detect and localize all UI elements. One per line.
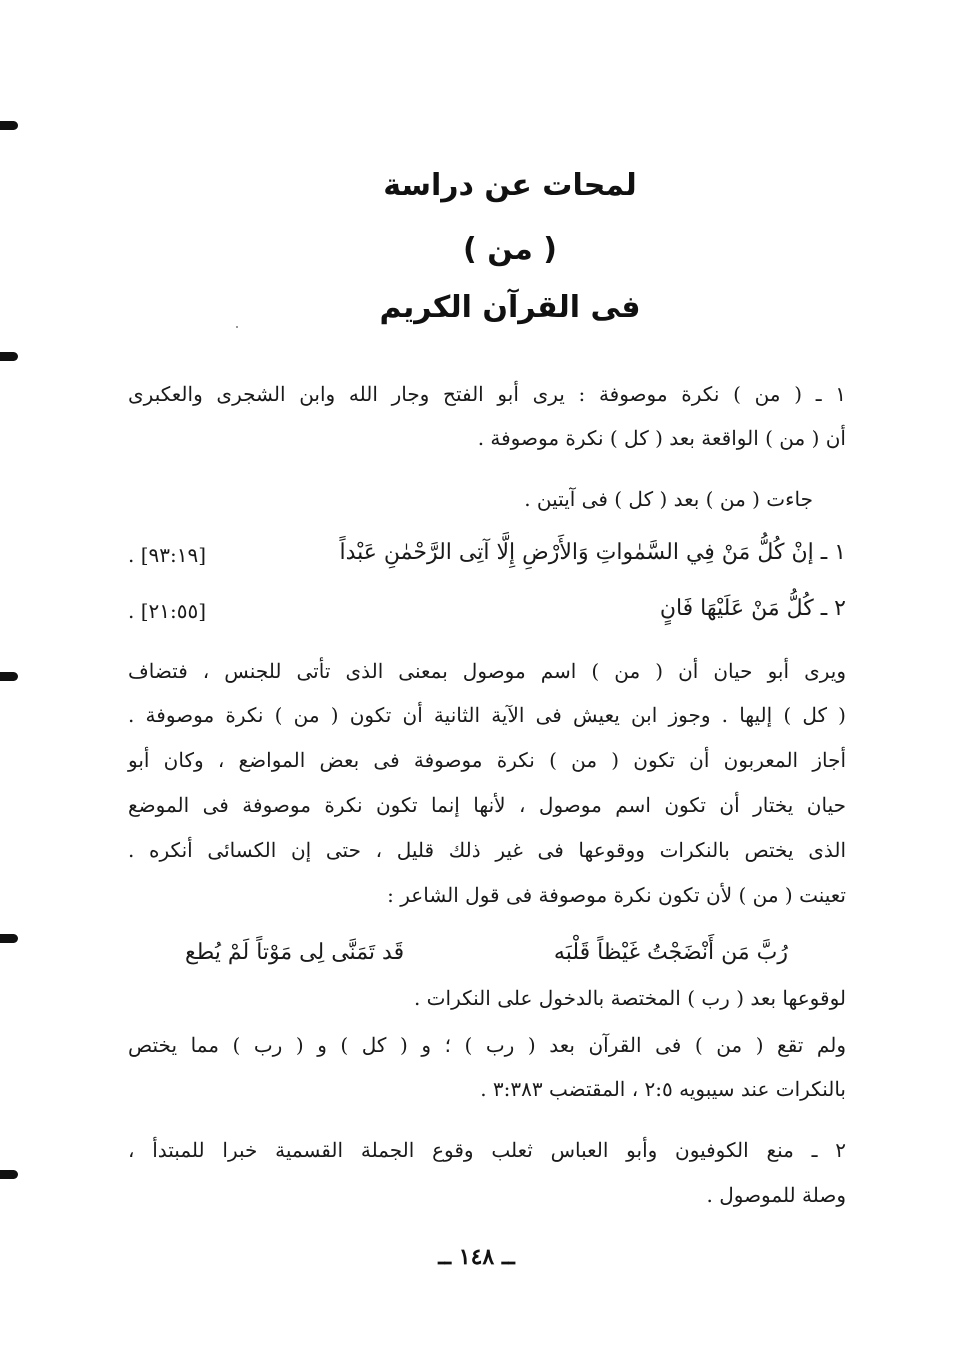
- text-line: حيان يختار أن تكون اسم موصول ، لأنها إنما تكون نكرة موصوفة فى الموضع: [128, 793, 846, 817]
- text-line: ولم تقع ( من ) فى القرآن بعد ( رب ) ؛ و ( كل ) و ( رب ) مما يختص: [128, 1033, 846, 1057]
- text-line: أجاز المعربون أن تكون ( من ) نكرة موصوفة فى بعض المواضع ، وكان أبو: [128, 748, 846, 772]
- page-title-word: ( من ): [463, 232, 557, 267]
- page-title: لمحات عن دراسة: [383, 168, 637, 203]
- quran-verse: ٢ ـ كُلُّ مَنْ عَلَيْهَا فَانٍ: [659, 596, 846, 621]
- scan-margin-mark: [0, 934, 18, 943]
- text-line: جاءت ( من ) بعد ( كل ) فى آيتين .: [524, 487, 813, 511]
- text-line: تعينت ( من ) لأن تكون نكرة موصوفة فى قول الشاعر :: [387, 883, 846, 907]
- text-line: الذى يختص بالنكرات ووقوعها فى غير ذلك قليل ، حتى إن الكسائى أنكره .: [128, 838, 846, 862]
- verse-reference: [٩٣:١٩] .: [128, 543, 207, 567]
- text-line: بالنكرات عند سيبويه ٢:٥ ، المقتضب ٣:٣٨٣ .: [480, 1077, 846, 1101]
- poem-second-hemistich: قَد تَمَنَّى لِى مَوْتاً لَمْ يُطع: [185, 940, 405, 965]
- text-line: أن ( من ) الواقعة بعد ( كل ) نكرة موصوفة .: [477, 426, 846, 450]
- scan-speck: [236, 326, 238, 328]
- text-line: ١ ـ ( من ) نكرة موصوفة : يرى أبو الفتح وجار الله وابن الشجرى والعكبرى: [128, 382, 846, 406]
- verse-reference: [٢١:٥٥] .: [128, 599, 207, 623]
- scan-margin-mark: [0, 121, 18, 130]
- text-line: وصلة للموصول .: [706, 1183, 846, 1207]
- scan-margin-mark: [0, 1170, 18, 1179]
- text-line: ويرى أبو حيان أن ( من ) اسم موصول بمعنى الذى تأتى للجنس ، فتضاف: [128, 659, 846, 683]
- text-line: ( كل ) إليها . وجوز ابن يعيش فى الآية الثانية أن تكون ( من ) نكرة موصوفة .: [128, 703, 846, 727]
- text-line: لوقوعها بعد ( رب ) المختصة بالدخول على النكرات .: [413, 986, 846, 1010]
- page-number: ــ ١٤٨ ــ: [438, 1244, 515, 1270]
- quran-verse: ١ ـ إنْ كُلُّ مَنْ فِي السَّمٰواتِ وَالأَرْضِ إِلَّا آتِى الرَّحْمٰنِ عَبْداً: [339, 540, 846, 565]
- text-line: ٢ ـ منع الكوفيون وأبو العباس ثعلب وقوع الجملة القسمية خبرا للمبتدأ ،: [128, 1138, 846, 1162]
- scan-margin-mark: [0, 672, 18, 681]
- scan-margin-mark: [0, 352, 18, 361]
- page-subtitle: فى القرآن الكريم: [379, 290, 641, 325]
- poem-first-hemistich: رُبَّ مَن أَنْضَجْتُ غَيْظاً قَلْبَه: [553, 940, 788, 965]
